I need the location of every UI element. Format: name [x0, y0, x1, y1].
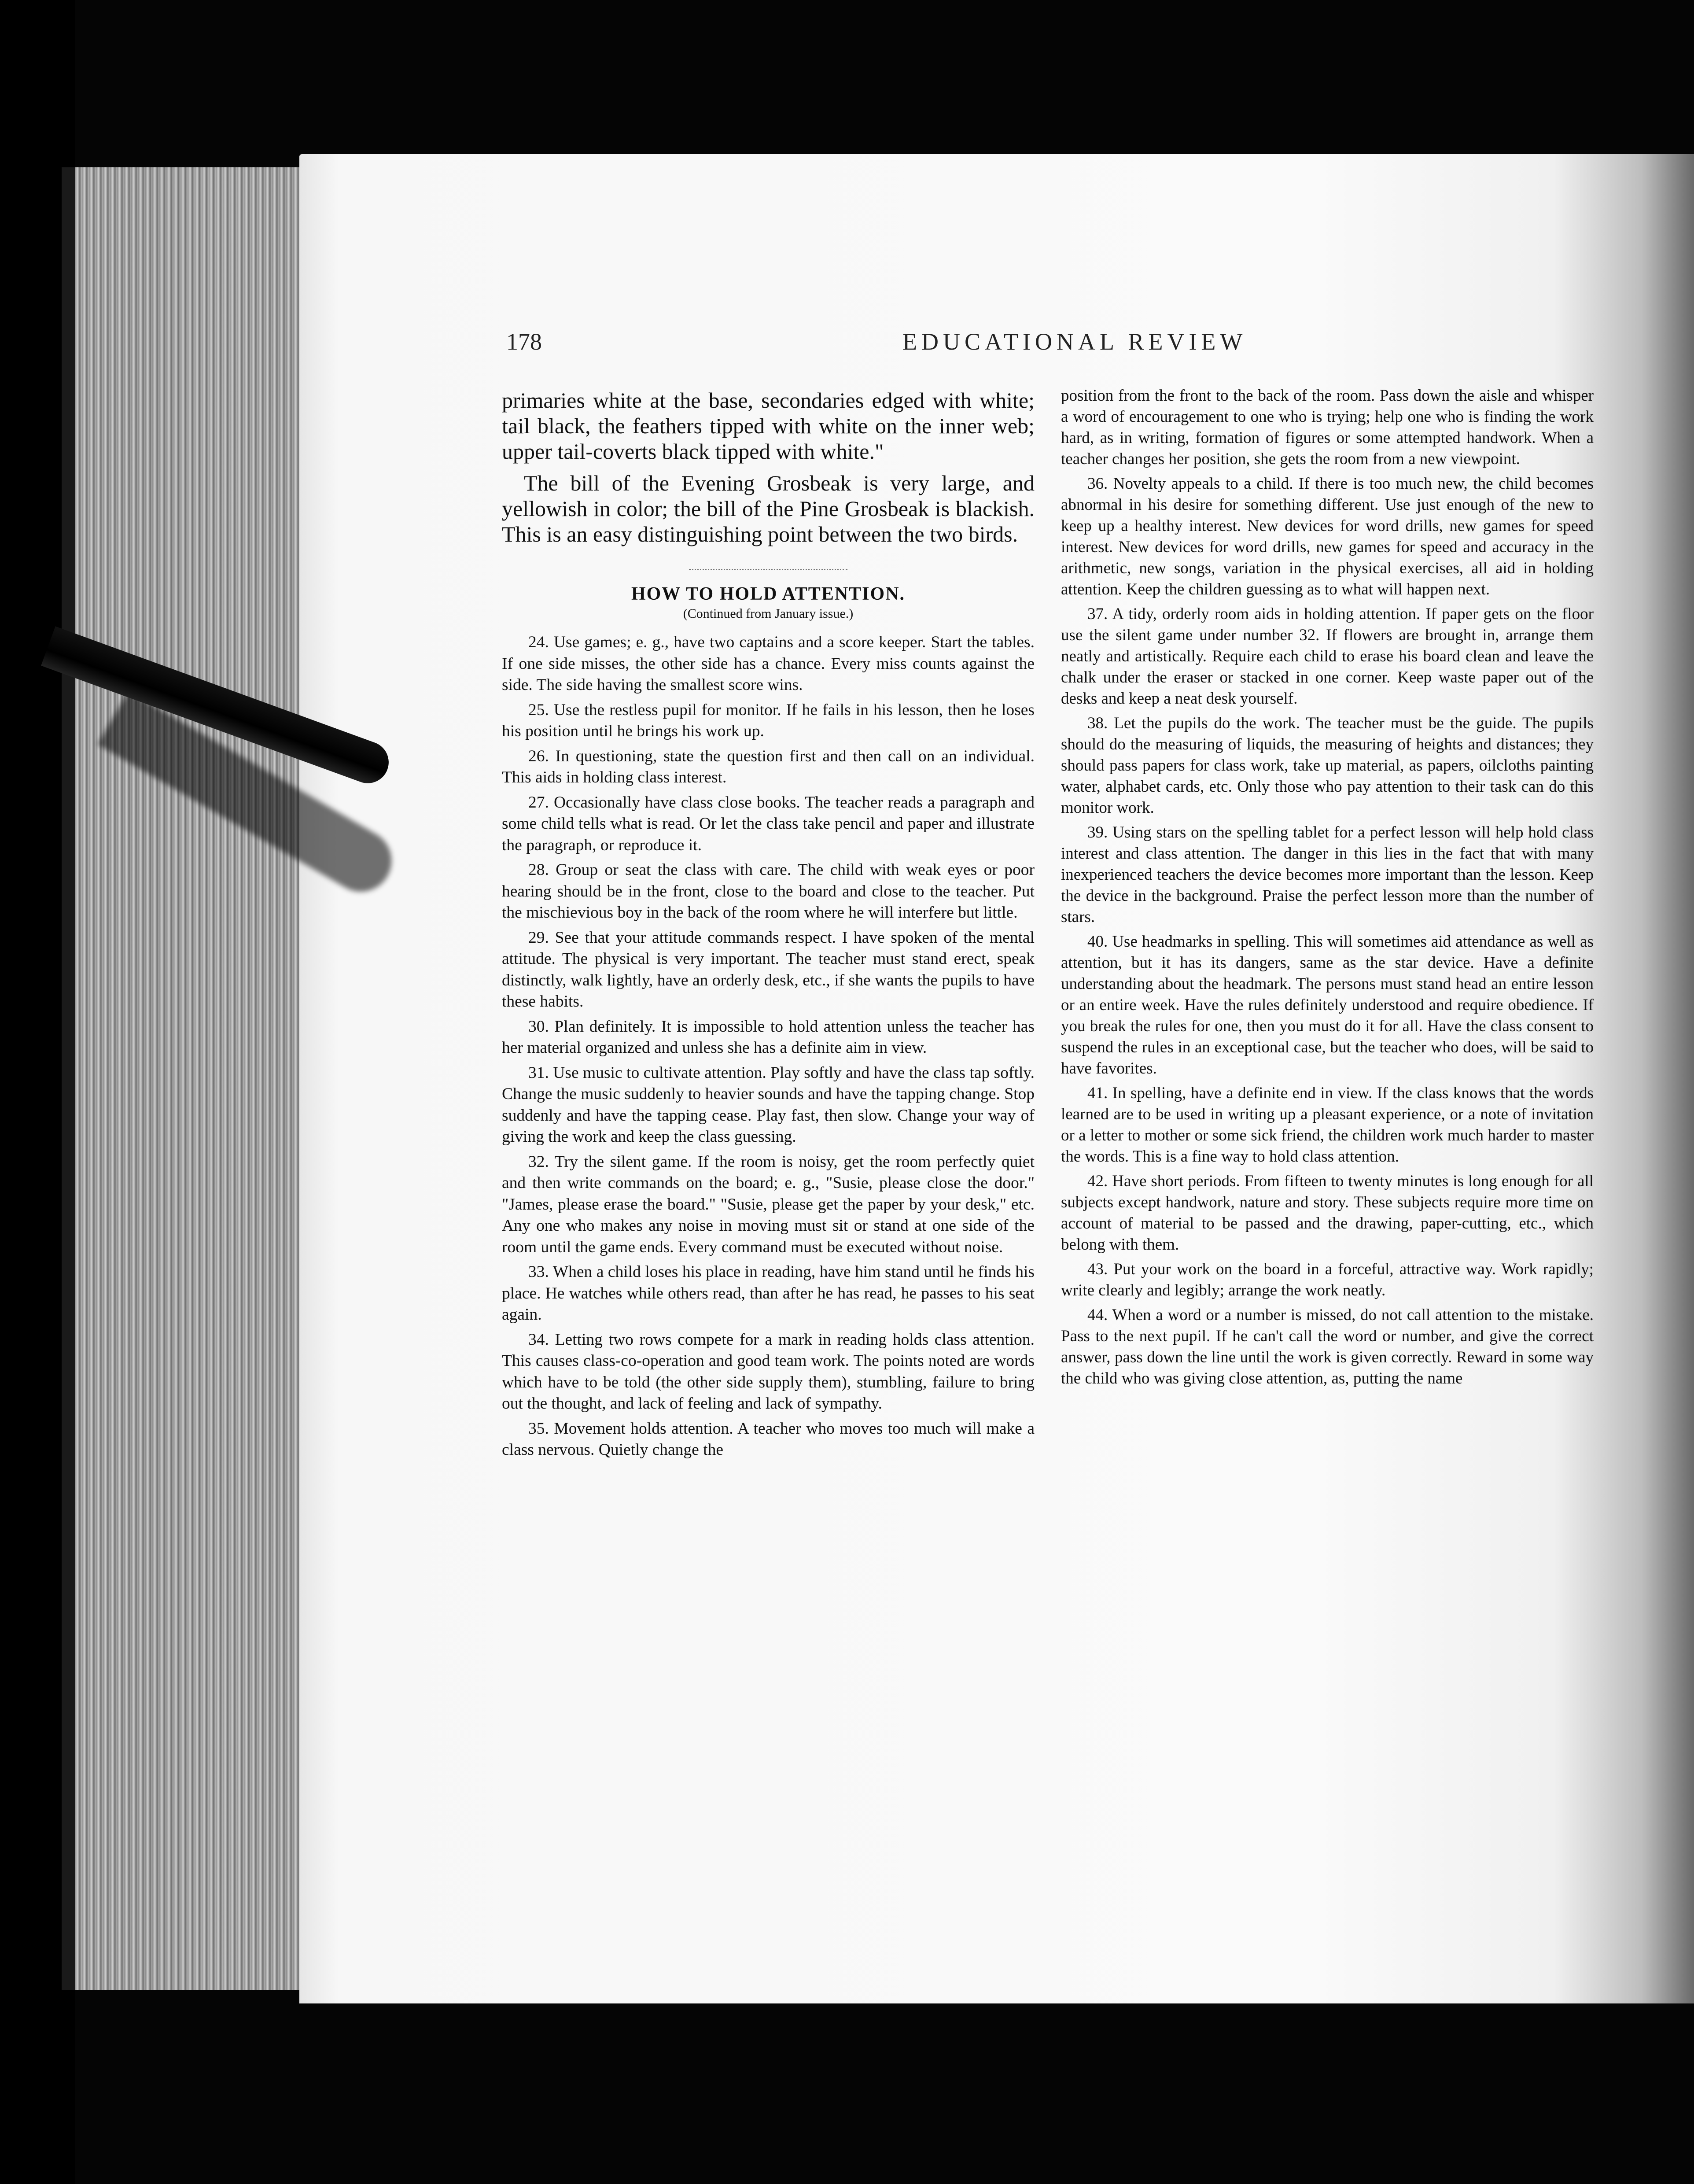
page-header	[506, 328, 1572, 363]
list-item: 27. Occasionally have class close books. The teacher reads a paragraph and some child tells what is read. Or let the class take pencil and paper and illustrate the paragraph, or reproduce it.	[502, 793, 1035, 854]
list-item: 35. Movement holds attention. A teacher who moves too much will make a class nervous. Quietly change the	[502, 1419, 1035, 1459]
page-number: 178	[506, 328, 542, 355]
list-item: 43. Put your work on the board in a forceful, attractive way. Work rapidly; write clearly and legibly; arrange the work neatly.	[1061, 1260, 1594, 1299]
list-item: 34. Letting two rows compete for a mark in reading holds class attention. This causes class-co-operation and good team work. The points noted are words which have to be told (the other side supply them), stumbling, failure to bring out the thought, and lack of feeling and lack of sympathy.	[502, 1330, 1035, 1413]
article-heading: HOW TO HOLD ATTENTION.	[631, 584, 906, 604]
list-item: 28. Group or seat the class with care. The child with weak eyes or poor hearing should be in the front, close to the board and close to the teacher. Put the mischievious boy in the back of the room where he will interfere but little.	[502, 861, 1035, 922]
list-item: 36. Novelty appeals to a child. If there is too much new, the child becomes abnormal in his desire for something different. Use just enough of the new to keep up a healthy interest. New devices for word drills, new games for speed interest. New devices for word drills, new games for speed and accuracy in the arithmetic, new songs, variation in the physical exercises, all aid in holding attention. Keep the children guessing as to what will happen next.	[1061, 475, 1594, 598]
intro-paragraph: primaries white at the base, secondaries edged with white; tail black, the feathers tipped with white on the inner web; upper tail-coverts black tipped with white."	[502, 388, 1035, 464]
list-item: 40. Use headmarks in spelling. This will sometimes aid attendance as well as attention, but it has its dangers, same as the star device. Have a definite understanding about the headmark. The persons must stand head an entire lesson or an entire week. Have the rules definitely understood and require obedience. If you break the rules for one, then you must do it for all. Have the class consent to suspend the rules in an exceptional case, but the teacher who does, will be said to have favorites.	[1061, 933, 1594, 1077]
running-title: EDUCATIONAL REVIEW	[902, 328, 1247, 355]
list-item: 39. Using stars on the spelling tablet for a perfect lesson will help hold class interest and class attention. The danger in this lies in the fact that with many inexperienced teachers the device becomes more important than the lesson. Keep the device in the background. Praise the perfect lesson more than the number of stars.	[1061, 823, 1594, 926]
article-subheading: (Continued from January issue.)	[683, 606, 854, 621]
right-column	[1061, 385, 1594, 1393]
list-item: 32. Try the silent game. If the room is noisy, get the room perfectly quiet and then write commands on the board; e. g., "Susie, please close the door." "James, please erase the board." "Susie, please get the paper by your desk," etc. Any one who makes any noise in moving must sit or stand at one side of the room until the game ends. Every command must be executed without noise.	[502, 1152, 1035, 1256]
list-item: 42. Have short periods. From fifteen to twenty minutes is long enough for all subjects except handwork, nature and story. These subjects require more time on account of material to be passed and the drawing, paper-cutting, etc., which belong with them.	[1061, 1172, 1594, 1254]
list-item: 44. When a word or a number is missed, do not call attention to the mistake. Pass to the next pupil. If he can't call the word or number, and give the correct answer, pass down the line until the work is given correctly. Reward in some way the child who was giving close attention, as, putting the name	[1061, 1306, 1594, 1387]
list-item: 33. When a child loses his place in reading, have him stand until he finds his place. He watches while others read, than after he has read, he passes to his seat again.	[502, 1263, 1035, 1324]
list-item: 29. See that your attitude commands respect. I have spoken of the mental attitude. The physical is very important. The teacher must stand erect, speak distinctly, walk lightly, have an orderly desk, etc., if she wants the pupils to have these habits.	[502, 928, 1035, 1011]
list-item: 25. Use the restless pupil for monitor. If he fails in his lesson, then he loses his position until he brings his work up.	[502, 701, 1035, 740]
left-column	[502, 387, 1035, 1465]
list-item: 24. Use games; e. g., have two captains and a score keeper. Start the tables. If one side misses, the other side has a chance. Every miss counts against the side. The side having the smallest score wins.	[502, 633, 1035, 694]
list-item: 38. Let the pupils do the work. The teacher must be the guide. The pupils should do the measuring of liquids, the measuring of heights and distances; they should pass papers for class work, take up material, as papers, oilcloths painting water, alphabet cards, etc. Only those who pay attention to their task can do this monitor work.	[1061, 714, 1594, 817]
list-item: 41. In spelling, have a definite end in view. If the class knows that the words learned are to be used in writing up a pleasant experience, or a note of invitation or a letter to mother or some sick friend, the children work much harder to master the words. This is a fine way to hold class attention.	[1061, 1084, 1594, 1166]
continuation-paragraph: position from the front to the back of the room. Pass down the aisle and whisper a word of encouragement to one who is trying; help one who is finding the work hard, as in writing, formation of figures or some attempted handwork. When a teacher changes her position, she gets the room from a new viewpoint.	[1061, 387, 1594, 468]
list-item: 26. In questioning, state the question first and then call on an individual. This aids in holding class interest.	[502, 747, 1035, 786]
list-item: 37. A tidy, orderly room aids in holding attention. If paper gets on the floor use the silent game under number 32. If flowers are brought in, arrange them neatly and artistically. Require each child to erase his board clean and leave the chalk under the eraser or stacked in one corner. Keep waste paper out of the desks and keep a neat desk yourself.	[1061, 605, 1594, 708]
book-page-edges	[62, 167, 321, 1990]
intro-paragraph: The bill of the Evening Grosbeak is very large, and yellowish in color; the bill of the Pine Grosbeak is blackish. This is an easy distinguishing point between the two birds.	[502, 471, 1035, 546]
section-divider	[689, 569, 847, 570]
list-item: 30. Plan definitely. It is impossible to hold attention unless the teacher has her material organized and unless she has a definite aim in view.	[502, 1017, 1035, 1057]
list-item: 31. Use music to cultivate attention. Play softly and have the class tap softly. Change the music suddenly to heavier sounds and have the tapping change. Stop suddenly and have the tapping cease. Play fast, then slow. Change your way of giving the work and keep the class guessing.	[502, 1063, 1035, 1146]
